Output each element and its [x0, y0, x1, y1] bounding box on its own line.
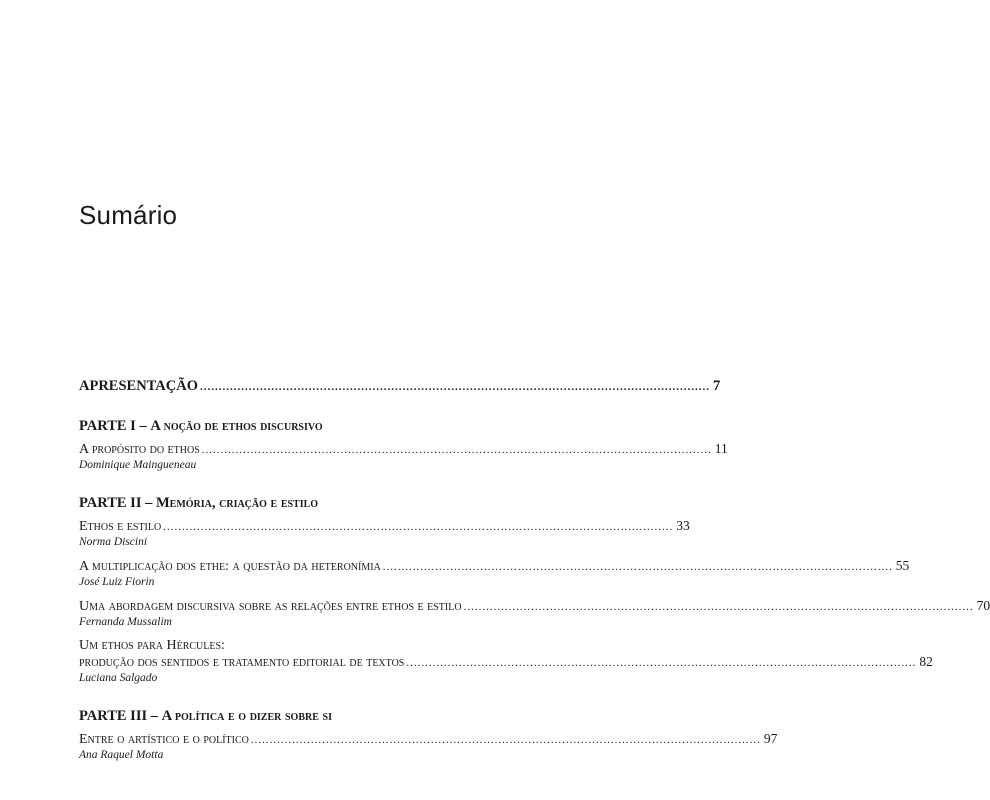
part-label: PARTE III — [79, 708, 148, 724]
part-heading-3 — [79, 707, 527, 725]
toc-entry-title-line: Um ethos para Hércules: — [79, 638, 225, 653]
toc-entry-author: José Luiz Fiorin — [79, 576, 155, 588]
toc-entry[interactable] — [79, 731, 778, 748]
toc-entry-author: Norma Discini — [79, 536, 148, 548]
toc-entry[interactable] — [79, 654, 933, 671]
dot-leader: ........................................................................................................................................ — [201, 444, 712, 456]
toc-entry[interactable] — [79, 441, 728, 458]
toc-page-number: 11 — [714, 441, 728, 456]
toc-entry[interactable] — [79, 598, 990, 615]
dot-leader: ........................................................................................................................................ — [199, 381, 710, 393]
dot-leader: ........................................................................................................................................ — [250, 734, 761, 746]
dot-leader: ........................................................................................................................................ — [463, 601, 974, 613]
part-heading-2 — [79, 494, 527, 512]
toc-entry-title: Ethos e estilo — [79, 519, 162, 534]
toc-page-number: 97 — [763, 731, 778, 746]
toc-entry-title: produção dos sentidos e tratamento editorial de textos — [79, 655, 405, 670]
part-dash: – — [147, 708, 162, 724]
toc-page-number: 82 — [919, 654, 933, 669]
part-label: PARTE II — [79, 495, 142, 511]
part-dash: – — [135, 418, 151, 434]
dot-leader: ........................................................................................................................................ — [382, 561, 893, 573]
toc-page-number: 55 — [895, 558, 910, 573]
toc-entry-title: Entre o artístico e o político — [79, 732, 249, 747]
toc-entry-title: Uma abordagem discursiva sobre as relações entre ethos e estilo — [79, 599, 462, 614]
part-dash: – — [141, 495, 156, 511]
toc-page-number: 70 — [976, 598, 990, 613]
toc-entry-author: Ana Raquel Motta — [79, 749, 164, 761]
part-label: PARTE I — [79, 418, 136, 434]
toc-entry-introduction[interactable] — [79, 378, 721, 395]
toc-entry-author: Luciana Salgado — [79, 672, 158, 684]
toc-entry-author: Dominique Maingueneau — [79, 459, 197, 471]
dot-leader: ........................................................................................................................................ — [406, 657, 917, 669]
dot-leader: ........................................................................................................................................ — [163, 521, 674, 533]
toc-page-number: 7 — [712, 378, 721, 394]
part-heading-1 — [79, 417, 527, 435]
page-title: Sumário — [79, 200, 178, 230]
toc-page-number: 33 — [676, 518, 690, 533]
part-subtitle: Memória, criação e estilo — [155, 495, 319, 511]
toc-entry[interactable] — [79, 518, 690, 535]
table-of-contents — [79, 378, 990, 762]
part-subtitle: A política e o dizer sobre si — [161, 708, 332, 724]
toc-entry-title: A multiplicação dos ethe: a questão da heteronímia — [79, 559, 381, 574]
part-subtitle: A noção de ethos discursivo — [150, 418, 323, 434]
toc-entry-title: A propósito do ethos — [79, 442, 200, 457]
toc-entry-title: APRESENTAÇÃO — [79, 378, 198, 394]
toc-entry-author: Fernanda Mussalim — [79, 616, 172, 628]
toc-entry[interactable] — [79, 558, 910, 575]
